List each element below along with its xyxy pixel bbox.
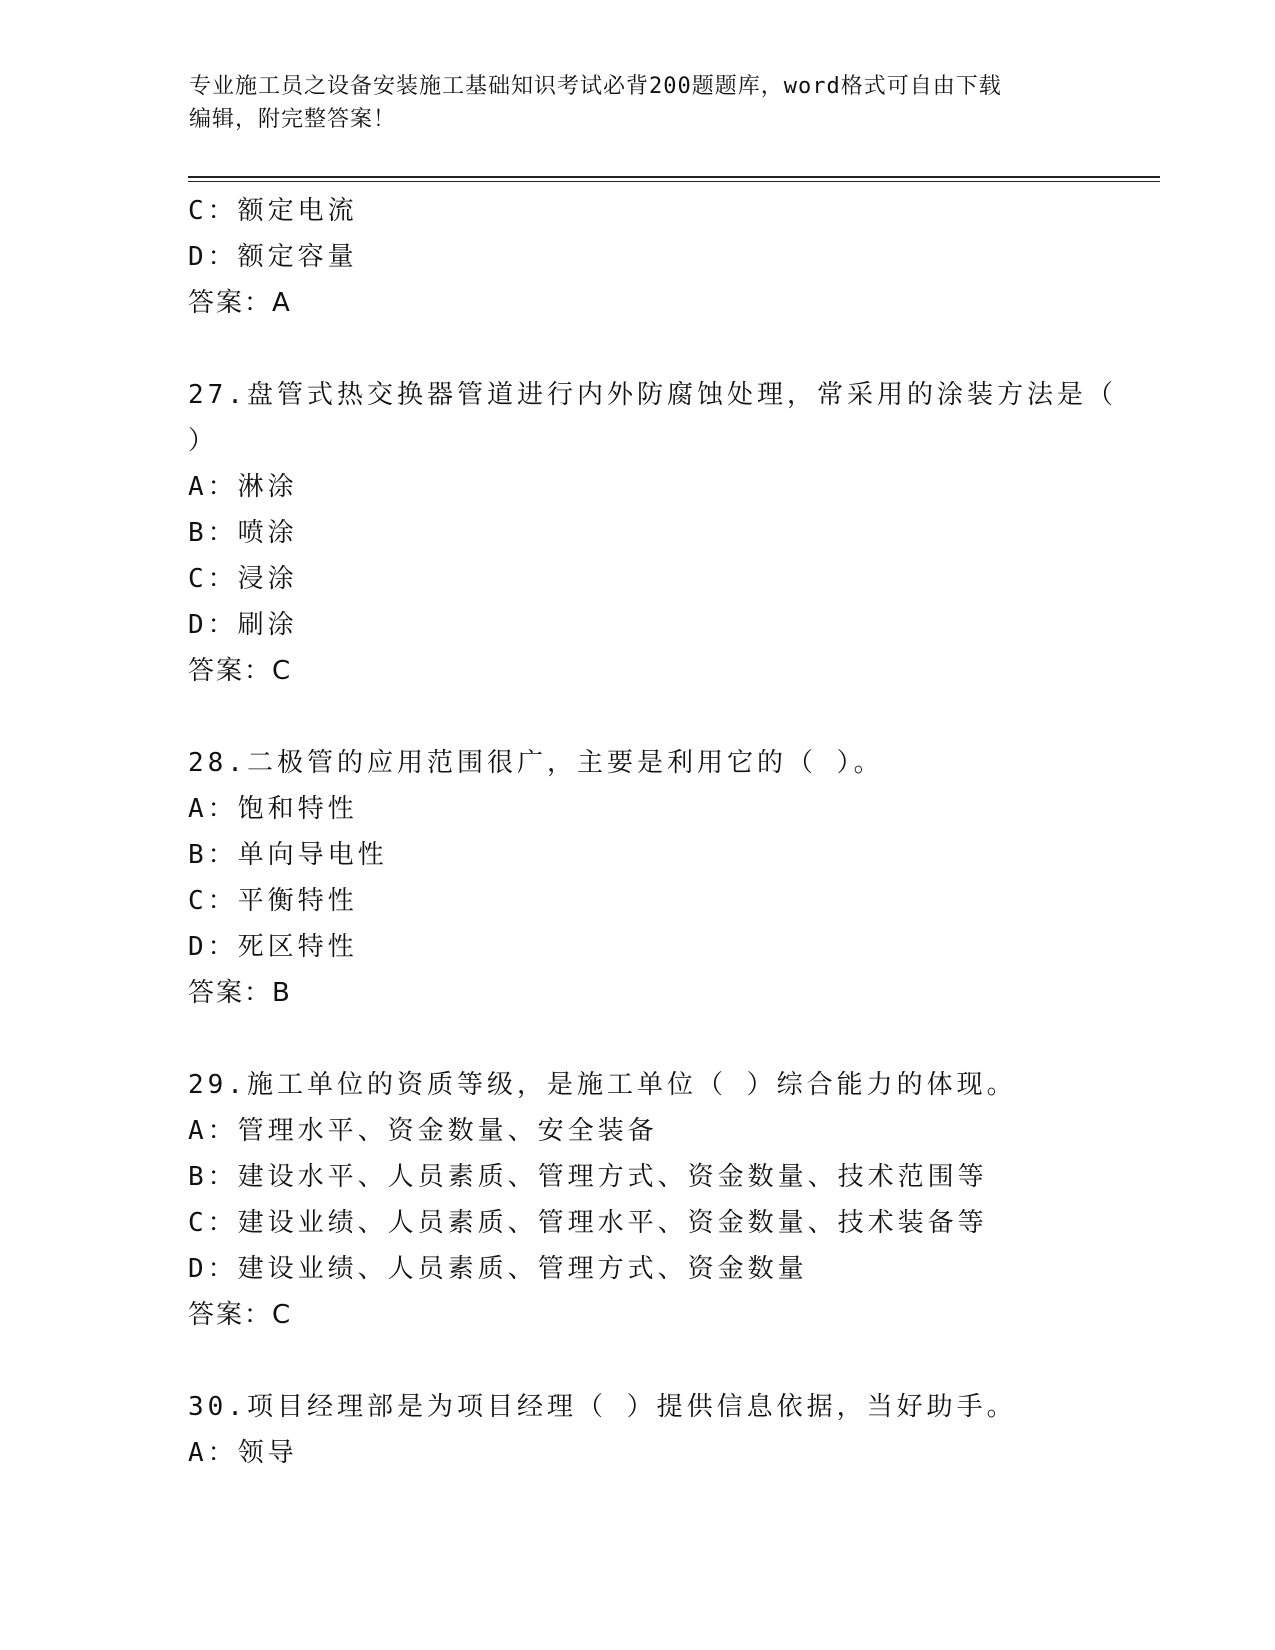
spacer: [188, 1338, 1148, 1384]
option-c: C：额定电流: [188, 196, 358, 226]
question-stem: 29.施工单位的资质等级，是施工单位（ ）综合能力的体现。: [188, 1070, 1017, 1100]
option-d: D：建设业绩、人员素质、管理方式、资金数量: [188, 1254, 808, 1284]
option-c: C：建设业绩、人员素质、管理水平、资金数量、技术装备等: [188, 1208, 988, 1238]
option-c: C：平衡特性: [188, 886, 358, 916]
question-stem: 28.二极管的应用范围很广，主要是利用它的（ ）。: [188, 748, 884, 778]
option-c: C：浸涂: [188, 564, 298, 594]
question-content: [188, 188, 1148, 1476]
spacer: [188, 326, 1148, 372]
option-d: D：死区特性: [188, 932, 358, 962]
header-line-1: 专业施工员之设备安装施工基础知识考试必背200题题库，word格式可自由下载: [189, 74, 1002, 99]
option-d: D：刷涂: [188, 610, 298, 640]
question-30: [188, 1384, 1148, 1476]
answer-line: 答案：C: [188, 1300, 293, 1330]
answer-line: 答案：B: [188, 978, 292, 1008]
question-27: [188, 372, 1148, 694]
question-28: [188, 740, 1148, 1016]
header-line-2: 编辑，附完整答案！: [189, 107, 397, 132]
answer-line: 答案：C: [188, 656, 293, 686]
spacer: [188, 694, 1148, 740]
option-b: B：喷涂: [188, 518, 298, 548]
answer-line: 答案：A: [188, 288, 292, 318]
option-a: A：饱和特性: [188, 794, 358, 824]
option-d: D：额定容量: [188, 242, 358, 272]
spacer: [188, 1016, 1148, 1062]
option-b: B：建设水平、人员素质、管理方式、资金数量、技术范围等: [188, 1162, 988, 1192]
option-a: A：淋涂: [188, 472, 298, 502]
question-stem: 27.盘管式热交换器管道进行内外防腐蚀处理，常采用的涂装方法是（: [188, 380, 1117, 410]
question-26-tail: [188, 188, 1148, 326]
header-rule-thick: [188, 176, 1160, 178]
header-rule-thin: [188, 181, 1160, 182]
page-header: [189, 70, 1089, 136]
option-b: B：单向导电性: [188, 840, 388, 870]
question-stem-continued: ）: [188, 426, 219, 456]
option-a: A：管理水平、资金数量、安全装备: [188, 1116, 658, 1146]
option-a: A：领导: [188, 1438, 298, 1468]
question-stem: 30.项目经理部是为项目经理（ ）提供信息依据，当好助手。: [188, 1392, 1017, 1422]
question-29: [188, 1062, 1148, 1338]
